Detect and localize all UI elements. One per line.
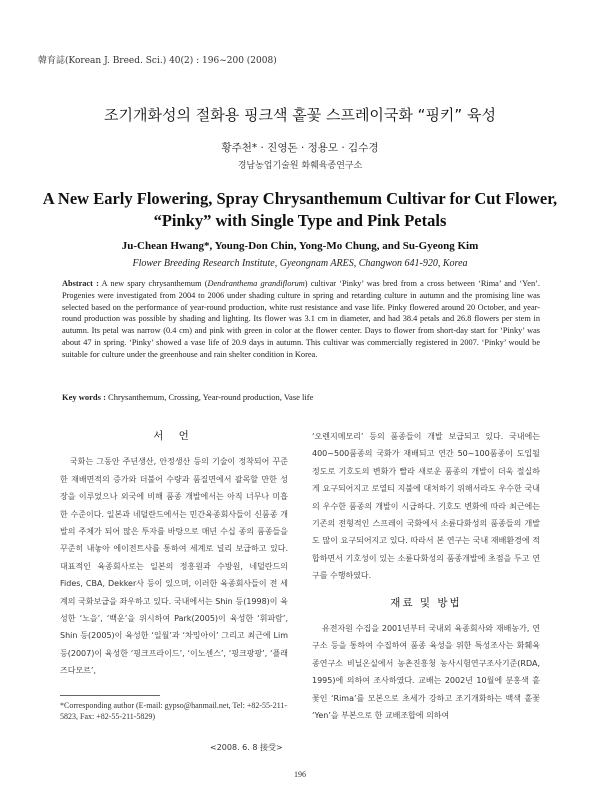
right-column bbox=[312, 428, 540, 725]
received-date: <2008. 6. 8 接受> bbox=[210, 743, 283, 752]
keywords-label: Key words : bbox=[62, 392, 106, 402]
korean-title: 조기개화성의 절화용 핑크색 홑꽃 스프레이국화 “핑키” 육성 bbox=[104, 106, 496, 124]
keywords bbox=[62, 392, 540, 402]
abstract-species: Dendranthema grandiflorum bbox=[207, 279, 305, 288]
corresponding-author-footnote: *Corresponding author (E-mail: gypso@hanmail.net, Tel: +82-55-211-5823, Fax: +82-55-211-5829) bbox=[60, 701, 288, 721]
abstract-text-2: ) cultivar ‘Pinky’ was bred from a cross between ‘Rima’ and ‘Yen’. Progenies were investigated from 2004 to 2006 under shading culture in spring and retarding culture in autumn and the promising line was selected based on the performance of year-round production, white rust resistance and vase life. Pinky flowered around 20 October, and year-round production was possible by shading and lighting. Its flower was 3.1 cm in diameter, and had 38.4 petals and 26.8 flowers per stem in autumn. Its petal was narrow (0.4 cm) and pink with green in color at the flower center. Days to flower from short-day start for ‘Pinky’ was about 47 in spring. ‘Pinky’ showed a vase life of 20.9 days in autumn. This cultivar was commercially registered in 2007. ‘Pinky’ would be suitable for culture under the greenhouse and rain shelter condition in Korea. bbox=[62, 279, 540, 359]
page-number: 196 bbox=[294, 770, 306, 779]
methods-heading: 재료 및 방법 bbox=[390, 596, 462, 609]
abstract-text-1: A new spary chrysanthemum ( bbox=[98, 279, 208, 288]
abstract-label: Abstract : bbox=[62, 279, 99, 288]
left-column bbox=[60, 428, 288, 680]
english-title: A New Early Flowering, Spray Chrysanthemum Cultivar for Cut Flower, “Pinky” with Single Type and Pink Petals bbox=[42, 189, 558, 230]
abstract bbox=[62, 278, 540, 361]
korean-affiliation: 경남농업기술원 화훼육종연구소 bbox=[237, 161, 363, 171]
intro-paragraph-right: ‘오렌지메모리’ 등의 품종들이 개발 보급되고 있다. 국내에는 400~500품종의 국화가 재배되고 연간 50~100품종이 도입될 정도로 기호도의 변화가 빨라 새로운 품종의 개발이 더욱 절실하게 요구되어지고 로열티 지불에 대처하기 위해서라도 우수한 국내의 우수한 품종의 개발이 시급하다. 기호도 변화에 따라 최근에는 기존의 전형적인 스프레이 국화에서 소륜다화성의 품종들의 개발도 많이 요구되어지고 있다. 따라서 본 연구는 국내 재배환경에 적합하면서 기호성이 있는 소륜다화성의 품종개발에 초점을 두고 연구를 수행하였다. bbox=[312, 432, 540, 581]
english-authors: Ju-Chean Hwang*, Young-Don Chin, Yong-Mo Chung, and Su-Gyeong Kim bbox=[121, 240, 479, 252]
korean-authors: 황주천* · 진영돈 · 정용모 · 김수경 bbox=[221, 142, 379, 154]
footnote-divider bbox=[60, 695, 160, 696]
keywords-text: Chrysanthemum, Crossing, Year-round production, Vase life bbox=[105, 392, 314, 402]
english-affiliation: Flower Breeding Research Institute, Gyeongnam ARES, Changwon 641-920, Korea bbox=[132, 258, 468, 269]
intro-paragraph-left: 국화는 그동안 주년생산, 안정생산 등의 기술이 정착되어 꾸준한 재배면적의 증가와 더불어 수량과 품질면에서 괄목할 만한 성장을 이루었으나 외국에 비해 품종 개발에서는 아직 너무나 미흡한 수준이다. 일본과 네덜란드에서는 민간육종회사들이 신품종 개발의 주체가 되어 많은 투자를 바탕으로 매년 수십 종의 품종들을 꾸준히 내놓아 에이전트사를 통하여 세계로 널리 보급하고 있다. 대표적인 육종회사로는 일본의 정흥원과 수방원, 네덜란드의 Fides, CBA, Dekker사 등이 있으며, 이러한 육종회사들이 전 세계의 국화보급을 좌우하고 있다. 국내에서는 Shin 등(1998)이 육성한 ‘노을’, ‘백운’을 위시하여 Park(2005)이 육성한 ‘휘파람’, Shin 등(2005)이 육성한 ‘일월’과 ‘차밍아이’ 그리고 최근에 Lim 등(2007)이 육성한 ‘핑크프라이드’, ‘이노센스’, ‘핑크팡팡’, ‘플래즈다모르’, bbox=[60, 457, 288, 676]
intro-heading: 서 언 bbox=[153, 430, 195, 442]
journal-reference: 韓育誌(Korean J. Breed. Sci.) 40(2) : 196~200 (2008) bbox=[38, 56, 277, 66]
methods-paragraph: 유전자원 수집을 2001년부터 국내외 육종회사와 재배농가, 연구소 등을 통하여 수집하여 품종 육성을 위한 특성조사는 화훼육종연구소 비닐온실에서 농촌진흥청 농사시험연구조사기준(RDA, 1995)에 의하여 조사하였다. 교배는 2002년 10월에 분홍색 홑꽃인 ‘Rima’를 모본으로 초세가 강하고 조기개화하는 백색 홑꽃 ‘Yen’을 부본으로 한 교배조합에 의하여 bbox=[312, 624, 540, 721]
